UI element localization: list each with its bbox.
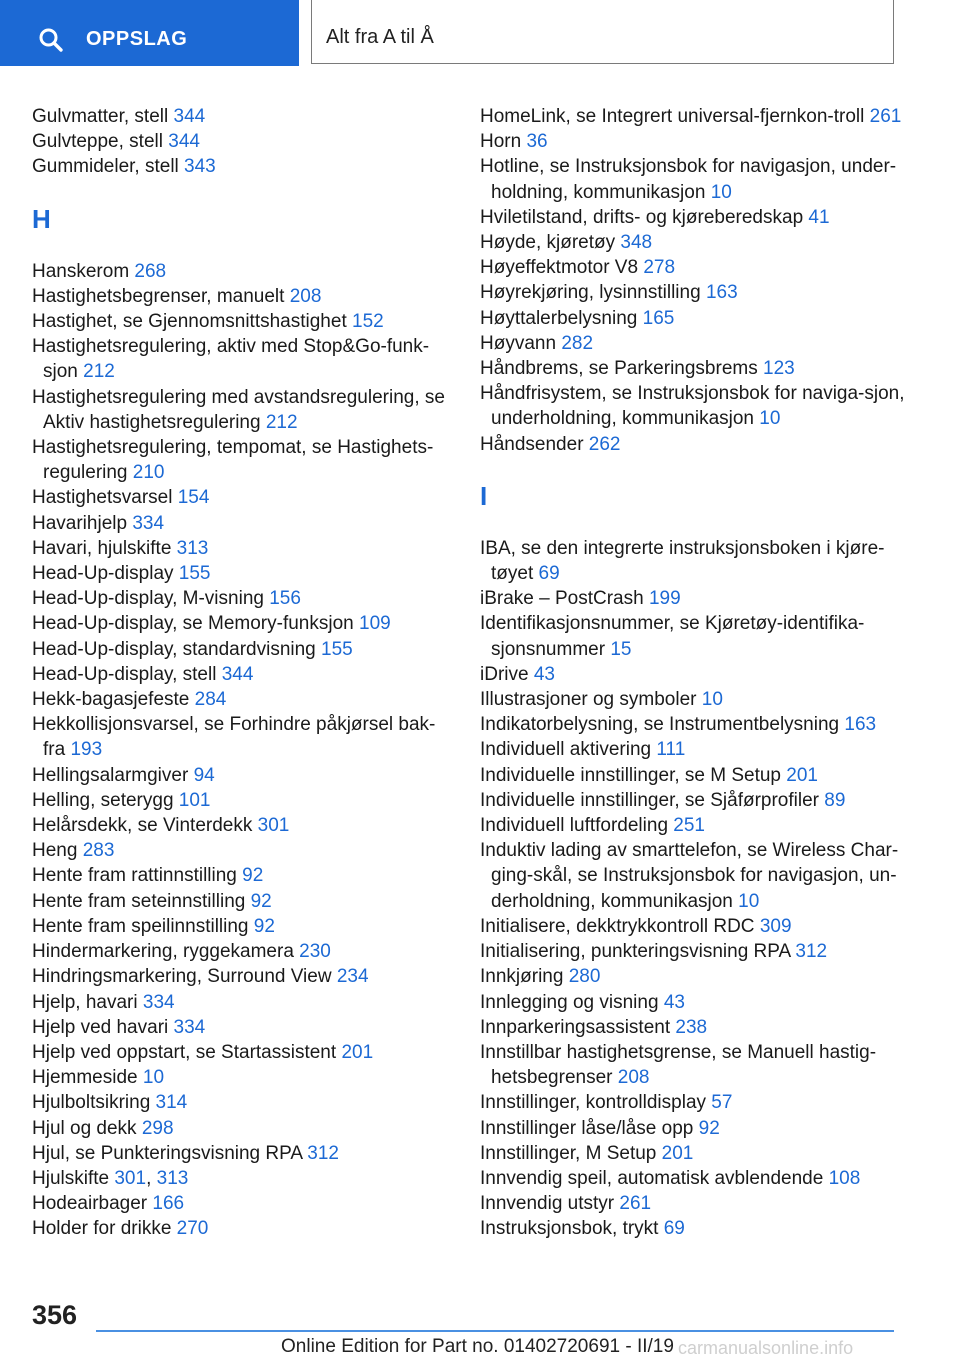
index-entry[interactable] (32, 1090, 452, 1115)
index-entry-text: Hindermarkering, ryggekamera (32, 941, 300, 963)
index-entry-text: Høyde, kjøretøy (480, 232, 621, 254)
index-entry[interactable] (480, 788, 910, 813)
page-link[interactable]: 166 (152, 1193, 185, 1215)
page-link[interactable]: 92 (698, 1117, 720, 1139)
page-link[interactable]: 212 (83, 361, 115, 383)
page-link[interactable]: 15 (610, 638, 632, 660)
index-entry-text: Innkjøring (480, 966, 569, 988)
page-header (0, 0, 960, 66)
index-entry-text: Havari, hjulskifte (32, 537, 177, 559)
index-entry[interactable] (480, 1166, 910, 1191)
index-entry[interactable] (32, 1116, 452, 1141)
index-entry[interactable] (32, 1216, 452, 1241)
page-link[interactable]: 94 (193, 764, 215, 786)
index-entry[interactable] (32, 284, 452, 309)
index-entry[interactable] (32, 637, 452, 662)
index-entry-text: Hellingsalarmgiver (32, 764, 194, 786)
index-entry[interactable] (480, 104, 910, 129)
index-entry[interactable] (32, 990, 452, 1015)
index-entry[interactable] (32, 813, 452, 838)
index-entry[interactable] (480, 838, 910, 914)
index-entry-text: Heng (32, 840, 83, 862)
index-entry-text: Hastighetsregulering med avstandsregulering, se Aktiv hastighetsregulering (32, 386, 445, 433)
page-link[interactable]: 208 (617, 1067, 650, 1089)
index-entry[interactable] (32, 662, 452, 687)
page-link[interactable]: 154 (177, 487, 210, 509)
index-entry[interactable] (480, 536, 910, 586)
index-entry-text: Indikatorbelysning, se Instrumentbelysning (480, 714, 845, 736)
page-link[interactable]: 41 (808, 206, 830, 228)
index-entry[interactable] (480, 331, 910, 356)
page-link[interactable]: 69 (538, 563, 560, 585)
page-link[interactable]: 152 (352, 311, 384, 333)
index-entry-text: Individuelle innstillinger, se M Setup (480, 764, 787, 786)
page-link[interactable]: 43 (663, 991, 685, 1013)
index-column-left (32, 104, 452, 1242)
index-entry-text: Helling, seterygg (32, 789, 179, 811)
index-entry[interactable] (32, 586, 452, 611)
index-entry-text: Innlegging og visning (480, 991, 664, 1013)
index-entry[interactable] (480, 280, 910, 305)
page-link[interactable]: 284 (194, 689, 227, 711)
index-entry-text: Hjemmeside (32, 1067, 143, 1089)
index-entry-text: Identifikasjonsnummer, se Kjøretøy-identifika-sjonsnummer (480, 613, 865, 660)
page-link[interactable]: 230 (299, 941, 331, 963)
index-entry-text: Høyttalerbelysning (480, 307, 643, 329)
index-entry[interactable] (480, 1015, 910, 1040)
index-entry-text: iBrake – PostCrash (480, 588, 649, 610)
index-entry-text: Innstillinger, M Setup (480, 1142, 662, 1164)
footer-divider (96, 1330, 894, 1332)
page-link[interactable]: 282 (561, 332, 594, 354)
index-entry-text: Innparkeringsassistent (480, 1016, 676, 1038)
page-link[interactable]: 201 (341, 1041, 374, 1063)
page-link[interactable]: 298 (141, 1117, 174, 1139)
page-link[interactable]: 314 (155, 1092, 188, 1114)
index-entry[interactable] (480, 990, 910, 1015)
index-entry[interactable] (32, 309, 452, 334)
index-entry[interactable] (32, 1015, 452, 1040)
index-entry-text: Gummideler, stell (32, 156, 185, 178)
section-title: Alt fra A til Å (326, 26, 434, 48)
index-entry-text: Hotline, se Instruksjonsbok for navigasjon, under-holdning, kommunikasjon (480, 156, 897, 203)
page-link[interactable]: 165 (642, 307, 675, 329)
page-link[interactable]: 10 (142, 1067, 165, 1089)
index-entry-text: Hjul og dekk (32, 1117, 142, 1139)
page-link[interactable]: 261 (619, 1193, 652, 1215)
index-entry-text: Head-Up-display, standardvisning (32, 638, 322, 660)
index-entry[interactable] (480, 306, 910, 331)
index-entry[interactable] (32, 687, 452, 712)
page-link[interactable]: 251 (673, 815, 705, 837)
index-entry[interactable] (32, 889, 452, 914)
index-entry-text: Hjulskifte (32, 1167, 115, 1189)
index-entry-text: Innstillinger, kontrolldisplay (480, 1092, 712, 1114)
index-entry[interactable] (480, 1191, 910, 1216)
index-entry[interactable] (32, 939, 452, 964)
index-entry[interactable] (480, 1040, 910, 1090)
index-entry[interactable] (32, 385, 452, 435)
edition-text: Online Edition for Part no. 01402720691 - II/19 (281, 1336, 674, 1357)
index-entry[interactable] (480, 255, 910, 280)
page-link[interactable]: 210 (132, 462, 165, 484)
index-entry[interactable] (480, 662, 910, 687)
index-entry[interactable] (480, 154, 910, 204)
index-entry-text: Håndbrems, se Parkeringsbrems (480, 358, 763, 380)
index-entry[interactable] (480, 914, 910, 939)
index-entry-text: Høyrekjøring, lysinnstilling (480, 282, 706, 304)
index-entry[interactable] (32, 485, 452, 510)
index-entry-text: Holder for drikke (32, 1218, 177, 1240)
index-column-right (480, 104, 910, 1242)
index-entry-text: Hente fram speilinnstilling (32, 915, 254, 937)
index-entry[interactable] (32, 154, 452, 179)
index-entry[interactable] (32, 259, 452, 284)
page-link[interactable]: 280 (568, 966, 601, 988)
index-entry[interactable] (32, 334, 452, 384)
index-entry[interactable] (480, 939, 910, 964)
index-entry[interactable] (480, 356, 910, 381)
index-entry-text: Håndsender (480, 433, 589, 455)
index-entry-text: Høyeffektmotor V8 (480, 257, 644, 279)
page-link[interactable]: 309 (759, 915, 792, 937)
page-link[interactable]: 278 (643, 257, 676, 279)
page-link[interactable]: 89 (824, 789, 846, 811)
page-link[interactable]: 43 (533, 663, 555, 685)
watermark: carmanualsonline.info (678, 1338, 854, 1358)
index-entry-text: Høyvann (480, 332, 562, 354)
index-entry-text: Håndfrisystem, se Instruksjonsbok for naviga-sjon, underholdning, kommunikasjon (480, 383, 905, 430)
index-entry-text: HomeLink, se Integrert universal-fjernkon-troll (480, 106, 870, 127)
index-entry[interactable] (32, 1065, 452, 1090)
page-link[interactable]: 268 (134, 260, 167, 282)
index-entry-text: Gulvteppe, stell (32, 131, 169, 153)
index-entry[interactable] (480, 813, 910, 838)
index-entry[interactable] (32, 914, 452, 939)
page-link[interactable]: 155 (178, 563, 211, 585)
index-entry-text: Hodeairbager (32, 1193, 153, 1215)
index-entry[interactable] (480, 230, 910, 255)
page-link[interactable]: 201 (786, 764, 818, 786)
page-link[interactable]: 283 (82, 840, 115, 862)
page-link[interactable]: 69 (663, 1218, 685, 1240)
index-entry[interactable] (480, 611, 910, 661)
page-link[interactable]: 313 (176, 537, 209, 559)
page-link[interactable]: 312 (307, 1142, 339, 1164)
page-link[interactable]: 234 (336, 966, 369, 988)
page-link[interactable]: 92 (250, 890, 272, 912)
page-link[interactable]: 334 (142, 991, 175, 1013)
search-icon (38, 27, 64, 53)
index-entry-text: Innstillbar hastighetsgrense, se Manuell hastig-hetsbegrenser (480, 1041, 877, 1089)
index-entry[interactable] (480, 205, 910, 230)
index-entry[interactable] (32, 1040, 452, 1065)
index-entry-text: Innstillinger låse/låse opp (480, 1117, 699, 1139)
page-link[interactable]: 270 (176, 1218, 209, 1240)
index-entry-text: Hente fram rattinnstilling (32, 865, 243, 887)
page-link[interactable]: 163 (844, 714, 877, 736)
index-entry[interactable] (480, 432, 910, 457)
index-entry-text: Induktiv lading av smarttelefon, se Wireless Char-ging-skål, se Instruksjonsbok for navigasjon, un-derholdning, kommunikasjon (480, 840, 899, 912)
index-entry-text: Head-Up-display, M-visning (32, 588, 270, 610)
page-link[interactable]: 36 (526, 131, 548, 153)
page-link[interactable]: 57 (711, 1092, 733, 1114)
index-entry[interactable] (32, 435, 452, 485)
index-entry-text: IBA, se den integrerte instruksjonsboken i kjøre-tøyet (480, 537, 885, 585)
index-entry-text: Hente fram seteinnstilling (32, 890, 251, 912)
index-entry-text: Hjelp ved oppstart, se Startassistent (32, 1041, 342, 1063)
page-link[interactable]: 313 (156, 1167, 189, 1189)
index-entry[interactable]: Hjulskifte 301, 313 (32, 1167, 189, 1189)
index-entry-text: Hjelp, havari (32, 991, 143, 1013)
index-entry-text: Hanskerom (32, 260, 135, 282)
index-letter-heading: I (480, 480, 488, 511)
index-entry-text: Individuell aktivering (480, 739, 657, 761)
index-entry[interactable] (480, 712, 910, 737)
page-link[interactable]: 334 (132, 512, 165, 534)
index-entry-text: Initialisering, punkteringsvisning RPA (480, 941, 796, 963)
index-entry[interactable] (32, 763, 452, 788)
index-entry[interactable] (480, 964, 910, 989)
page-link[interactable]: 193 (70, 739, 103, 761)
index-entry[interactable] (480, 1090, 910, 1115)
page-link[interactable]: 10 (759, 408, 781, 430)
page-link[interactable]: 10 (710, 181, 732, 203)
index-entry-text: Individuelle innstillinger, se Sjåførprofiler (480, 789, 825, 811)
index-entry-text: Hviletilstand, drifts- og kjøreberedskap (480, 206, 809, 228)
page-link[interactable]: 348 (620, 232, 653, 254)
page-link[interactable]: 156 (269, 588, 301, 610)
page-link[interactable]: 108 (828, 1167, 861, 1189)
page-number: 356 (32, 1300, 78, 1330)
index-entry[interactable] (32, 863, 452, 888)
index-letter-heading: H (32, 203, 51, 234)
page-link[interactable]: 109 (359, 613, 391, 635)
index-entry-text: Instruksjonsbok, trykt (480, 1218, 664, 1240)
page-link[interactable]: 262 (588, 433, 621, 455)
index-entry[interactable] (32, 536, 452, 561)
index-entry[interactable] (480, 1141, 910, 1166)
page-link[interactable]: 344 (221, 663, 254, 685)
page-link[interactable]: 344 (173, 106, 206, 127)
index-entry-text: Hjelp ved havari (32, 1016, 174, 1038)
index-entry-text: Gulvmatter, stell (32, 106, 174, 127)
page-link[interactable]: 334 (173, 1016, 206, 1038)
index-entry-text: Horn (480, 131, 527, 153)
index-entry-text: Hindringsmarkering, Surround View (32, 966, 337, 988)
index-entry[interactable] (32, 712, 452, 762)
index-entry-text: iDrive (480, 663, 534, 685)
index-entry[interactable] (32, 104, 452, 129)
index-entry[interactable] (480, 737, 910, 762)
index-entry-text: Innvendig speil, automatisk avblendende (480, 1167, 829, 1189)
page-link[interactable]: 301 (257, 815, 290, 837)
index-entry[interactable] (32, 129, 452, 154)
index-entry[interactable] (480, 1216, 910, 1241)
index-entry[interactable] (480, 687, 910, 712)
page-link[interactable]: 101 (178, 789, 211, 811)
index-entry-text: Individuell luftfordeling (480, 815, 674, 837)
page-link[interactable]: 92 (253, 915, 275, 937)
index-entry[interactable] (32, 788, 452, 813)
index-entry-text: Innvendig utstyr (480, 1193, 620, 1215)
index-entry-text: Initialisere, dekktrykkontroll RDC (480, 915, 760, 937)
index-entry-text: Hastighetsbegrenser, manuelt (32, 285, 290, 307)
page-link[interactable]: 343 (184, 156, 216, 178)
index-entry-text: Hastighetsregulering, aktiv med Stop&Go-funk-sjon (32, 336, 430, 383)
index-entry[interactable] (480, 763, 910, 788)
page-link[interactable]: 238 (675, 1016, 708, 1038)
page-link[interactable]: 312 (795, 941, 828, 963)
search-tab[interactable] (0, 0, 299, 66)
index-entry[interactable] (32, 964, 452, 989)
page-link[interactable]: 261 (869, 106, 902, 127)
index-entry[interactable] (32, 611, 452, 636)
index-entry[interactable] (32, 1141, 452, 1166)
page-link[interactable]: 344 (168, 131, 200, 153)
page-link[interactable]: 208 (289, 285, 322, 307)
index-entry-text: Hastighetsregulering, tempomat, se Hastighets-regulering (32, 437, 434, 484)
index-entry-text: Helårsdekk, se Vinterdekk (32, 815, 258, 837)
index-entry[interactable] (32, 511, 452, 536)
index-entry-text: Havarihjelp (32, 512, 133, 534)
page-link[interactable]: 10 (701, 689, 723, 711)
page-link[interactable]: 163 (705, 282, 738, 304)
page-link[interactable]: 111 (656, 739, 686, 761)
index-entry[interactable] (480, 129, 910, 154)
index-entry[interactable] (32, 838, 452, 863)
page-link[interactable]: 92 (242, 865, 264, 887)
search-tab-label: OPPSLAG (86, 28, 188, 50)
page-link[interactable]: 155 (321, 638, 353, 660)
page-link[interactable]: 201 (661, 1142, 694, 1164)
page-link[interactable]: 301 (114, 1167, 147, 1189)
index-entry-text: Hekkollisjonsvarsel, se Forhindre påkjørsel bak-fra (32, 714, 436, 761)
index-entry-text: Illustrasjoner og symboler (480, 689, 702, 711)
index-entry-text: Hastighet, se Gjennomsnittshastighet (32, 311, 353, 333)
index-entry-text: Head-Up-display, stell (32, 663, 222, 685)
index-entry-text: Head-Up-display, se Memory-funksjon (32, 613, 359, 635)
index-entry-text: Hjul, se Punkteringsvisning RPA (32, 1142, 308, 1164)
section-title-box (311, 0, 894, 64)
page-link[interactable]: 199 (648, 588, 681, 610)
index-entry[interactable] (480, 586, 910, 611)
page-link[interactable]: 10 (738, 890, 760, 912)
index-entry-text: Hastighetsvarsel (32, 487, 178, 509)
index-entry-text: Hekk-bagasjefeste (32, 689, 195, 711)
page-link[interactable]: 212 (265, 411, 298, 433)
index-entry[interactable] (480, 1116, 910, 1141)
index-entry-text: Hjulboltsikring (32, 1092, 156, 1114)
index-entry[interactable] (480, 381, 910, 431)
index-entry[interactable] (32, 561, 452, 586)
index-entry[interactable] (32, 1191, 452, 1216)
page-link[interactable]: 123 (763, 358, 795, 380)
index-entry-text: Head-Up-display (32, 563, 179, 585)
